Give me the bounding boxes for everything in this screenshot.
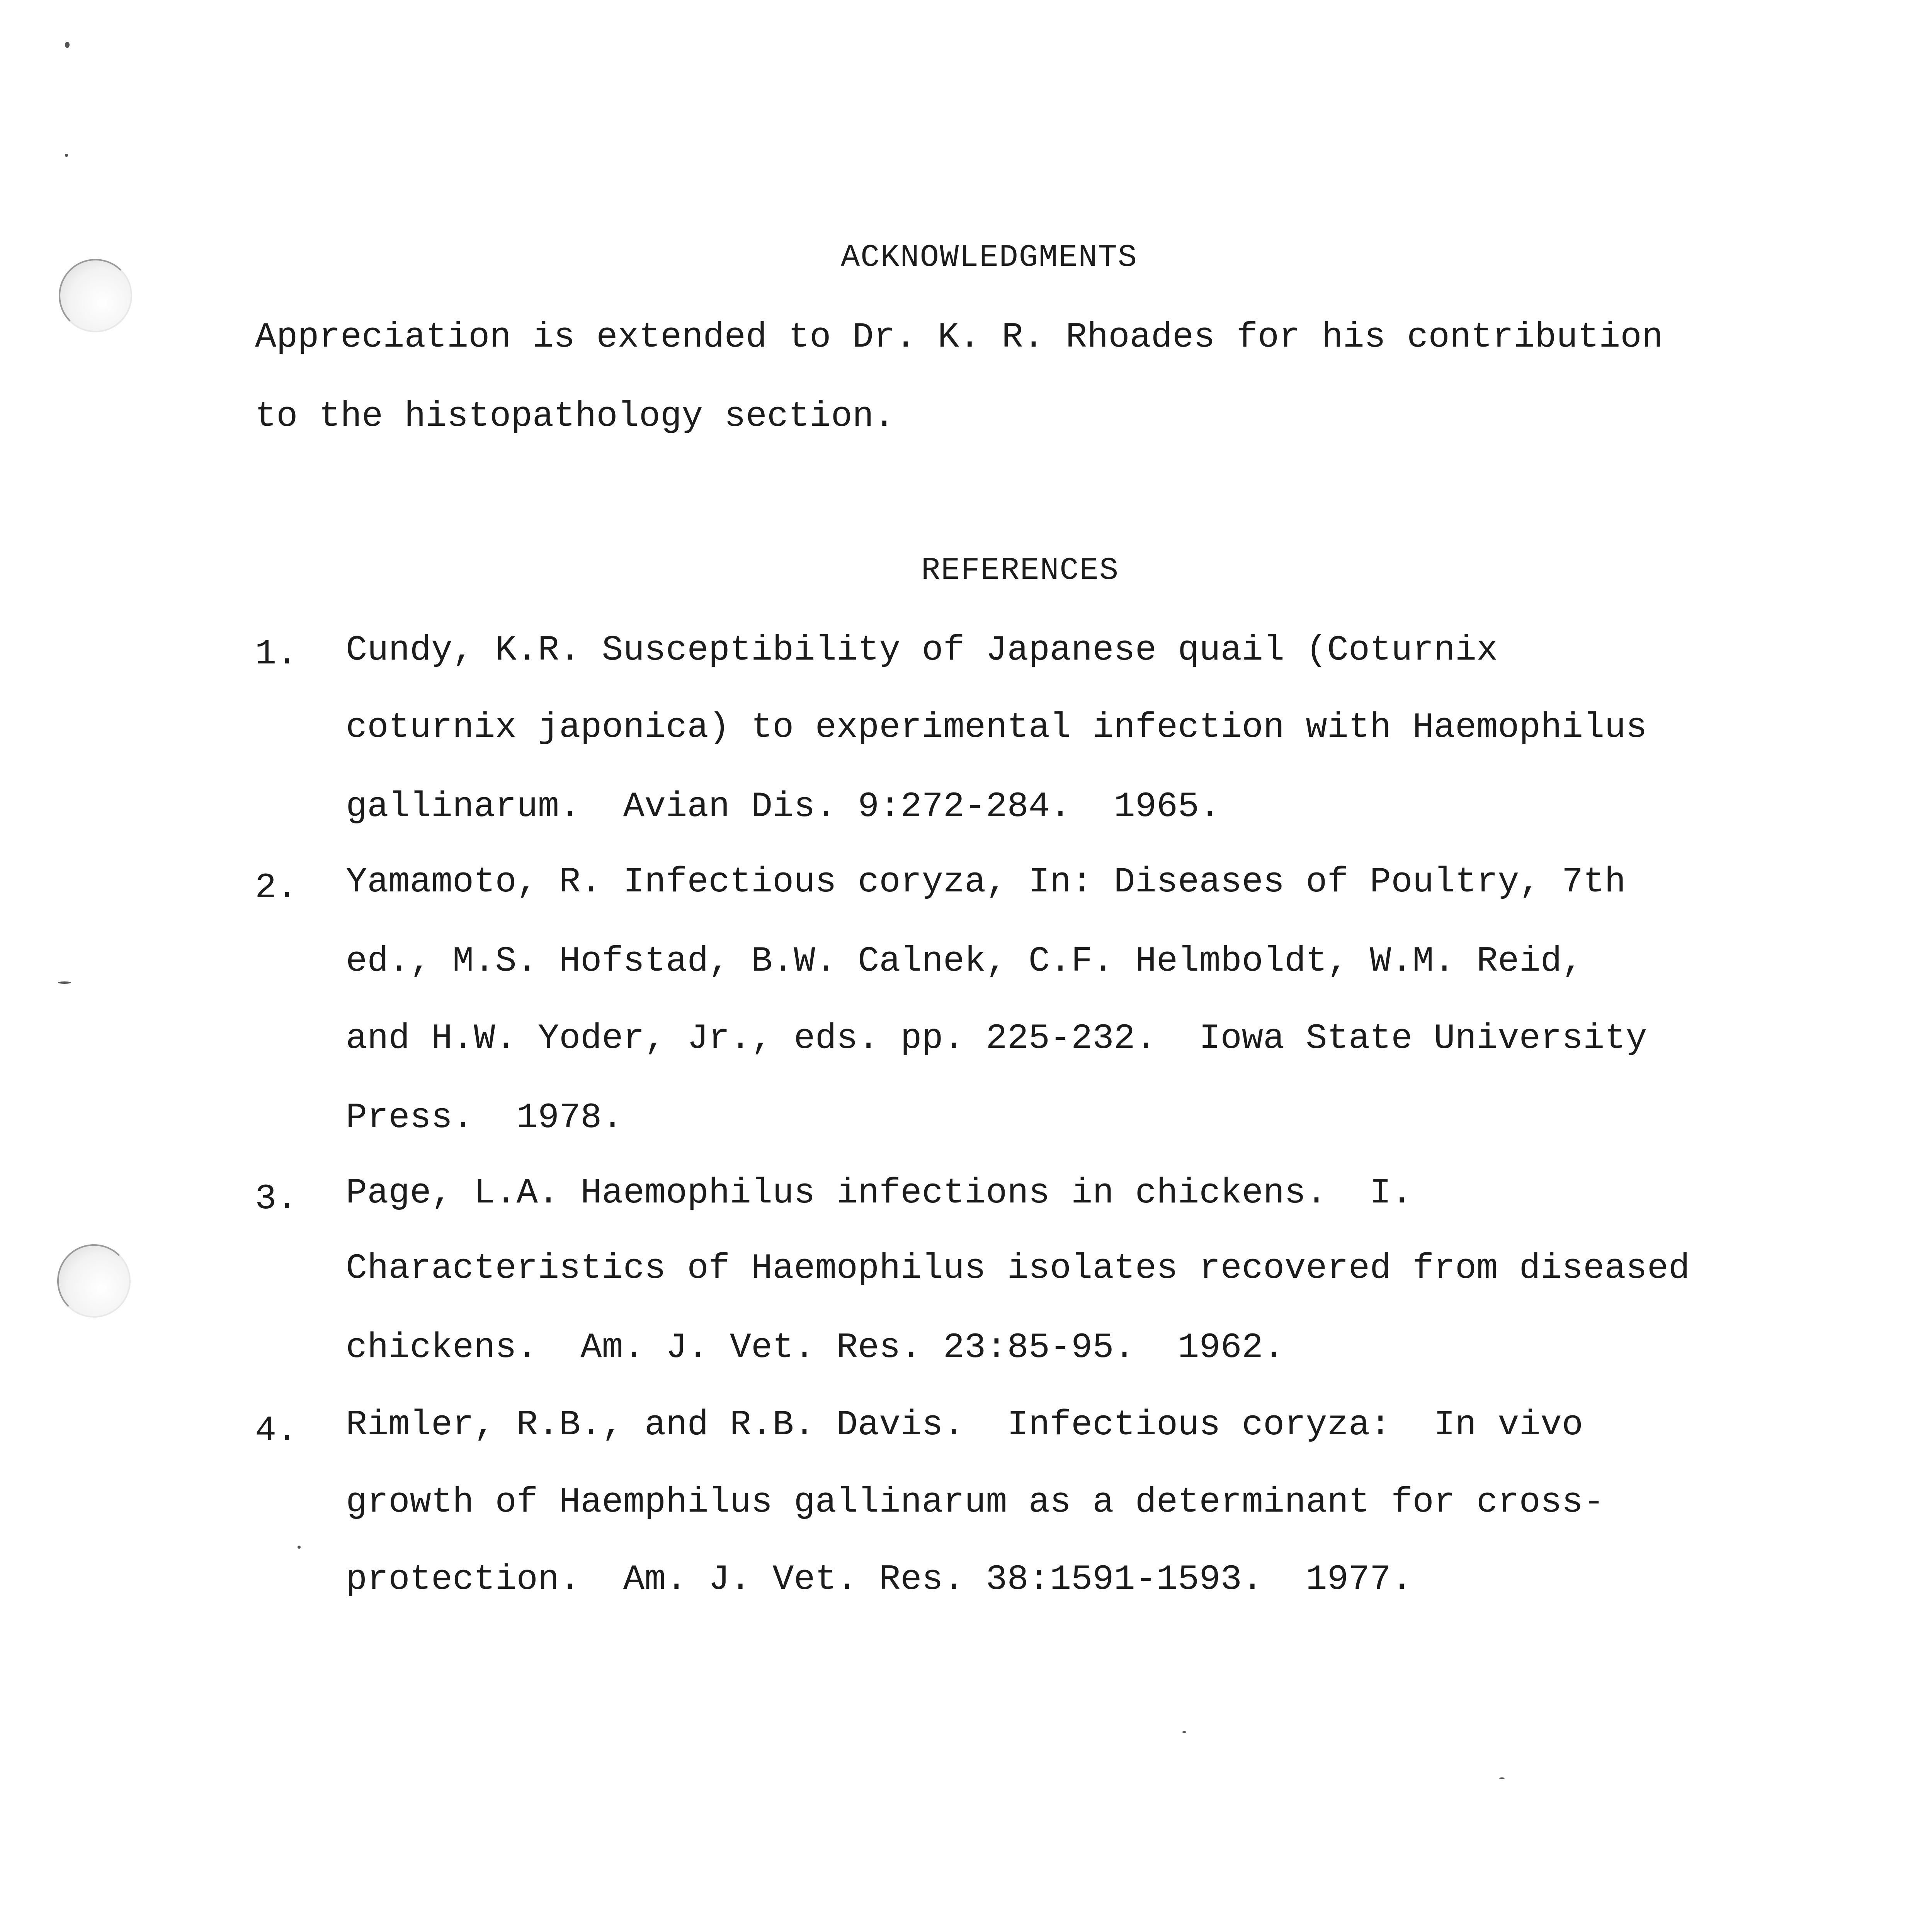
reference-number: 2. xyxy=(255,867,298,908)
reference-number: 1. xyxy=(255,634,298,674)
scan-speck xyxy=(65,42,70,48)
reference-line: Rimler, R.B., and R.B. Davis. Infectious coryza: In vivo xyxy=(346,1405,1583,1445)
reference-line: ed., M.S. Hofstad, B.W. Calnek, C.F. Helmboldt, W.M. Reid, xyxy=(346,941,1583,981)
acknowledgments-line: to the histopathology section. xyxy=(255,396,895,437)
scan-speck xyxy=(58,981,71,984)
scan-speck xyxy=(1499,1777,1505,1779)
scan-speck xyxy=(65,154,68,157)
reference-line: Cundy, K.R. Susceptibility of Japanese quail (Coturnix xyxy=(346,630,1498,670)
reference-line: growth of Haemphilus gallinarum as a determinant for cross- xyxy=(346,1482,1605,1522)
reference-line: protection. Am. J. Vet. Res. 38:1591-1593. 1977. xyxy=(346,1559,1413,1600)
scan-speck xyxy=(1182,1731,1186,1733)
reference-line: coturnix japonica) to experimental infection with Haemophilus xyxy=(346,707,1647,748)
reference-line: chickens. Am. J. Vet. Res. 23:85-95. 1962. xyxy=(346,1327,1285,1368)
reference-number: 3. xyxy=(255,1179,298,1219)
reference-line: Press. 1978. xyxy=(346,1097,623,1138)
punch-hole-middle xyxy=(57,1244,131,1318)
reference-line: Page, L.A. Haemophilus infections in chickens. I. xyxy=(346,1173,1413,1213)
acknowledgments-line: Appreciation is extended to Dr. K. R. Rhoades for his contribution xyxy=(255,317,1663,357)
reference-line: Yamamoto, R. Infectious coryza, In: Diseases of Poultry, 7th xyxy=(346,862,1626,902)
acknowledgments-heading: ACKNOWLEDGMENTS xyxy=(840,240,1138,276)
scan-speck xyxy=(298,1546,301,1549)
reference-line: Characteristics of Haemophilus isolates recovered from diseased xyxy=(346,1248,1690,1289)
reference-line: gallinarum. Avian Dis. 9:272-284. 1965. xyxy=(346,786,1221,827)
reference-number: 4. xyxy=(255,1410,298,1451)
reference-line: and H.W. Yoder, Jr., eds. pp. 225-232. Iowa State University xyxy=(346,1018,1647,1059)
references-heading: REFERENCES xyxy=(921,553,1119,588)
